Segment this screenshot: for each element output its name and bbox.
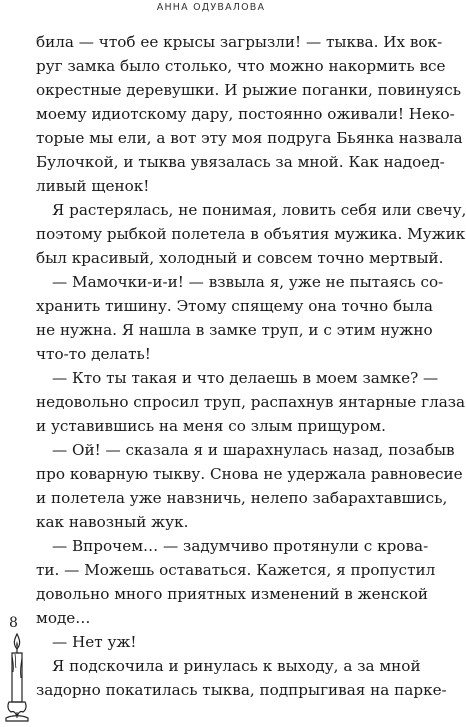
text-line: недовольно спросил труп, распахнув янтарные глаза bbox=[36, 393, 466, 411]
text-line: Я растерялась, не понимая, ловить себя или свечу, bbox=[52, 201, 466, 219]
text-line: — Кто ты такая и что делаешь в моем замке? — bbox=[52, 369, 439, 387]
text-line: била — чтоб ее крысы загрызли! — тыква. Их вок- bbox=[36, 33, 443, 51]
text-line: Я подскочила и ринулась к выходу, а за мной bbox=[52, 657, 421, 675]
text-line: ливый щенок! bbox=[36, 177, 150, 195]
text-line: и полетела уже навзничь, нелепо забарахтавшись, bbox=[36, 489, 448, 507]
text-line: поэтому рыбкой полетела в объятия мужика. Мужик bbox=[36, 225, 466, 243]
text-line: руг замка было столько, что можно накормить все bbox=[36, 57, 446, 75]
text-line: и уставившись на меня со злым прищуром. bbox=[36, 417, 386, 435]
text-line: торые мы ели, а вот эту моя подруга Бьянка назвала bbox=[36, 129, 463, 147]
text-line: что-то делать! bbox=[36, 345, 151, 363]
running-head: АННА ОДУВАЛОВА bbox=[156, 2, 266, 13]
text-line: — Мамочки-и-и! — взвыла я, уже не пытаясь со- bbox=[52, 273, 444, 291]
text-line: моде… bbox=[36, 609, 91, 627]
text-line: Булочкой, и тыква увязалась за мной. Как надоед- bbox=[36, 153, 445, 171]
text-line: ти. — Можешь оставаться. Кажется, я пропустил bbox=[36, 561, 436, 579]
text-line: довольно много приятных изменений в женской bbox=[36, 585, 428, 603]
text-line: был красивый, холодный и совсем точно мертвый. bbox=[36, 249, 444, 267]
text-line: окрестные деревушки. И рыжие поганки, повинуясь bbox=[36, 81, 462, 99]
candle-ornament-icon bbox=[4, 632, 30, 724]
text-line: про коварную тыкву. Снова не удержала равновесие bbox=[36, 465, 463, 483]
text-line: хранить тишину. Этому спящему она точно была bbox=[36, 297, 433, 315]
text-line: как навозный жук. bbox=[36, 513, 189, 531]
text-line: моему идиотскому дару, постоянно оживали! Неко- bbox=[36, 105, 455, 123]
text-line: — Ой! — сказала я и шарахнулась назад, позабыв bbox=[52, 441, 455, 459]
body-text bbox=[36, 30, 466, 702]
text-line: задорно покатилась тыква, подпрыгивая на парке- bbox=[36, 681, 447, 699]
text-line: — Впрочем… — задумчиво протянули с крова- bbox=[52, 537, 429, 555]
text-line: не нужна. Я нашла в замке труп, и с этим нужно bbox=[36, 321, 433, 339]
text-line: — Нет уж! bbox=[52, 633, 137, 651]
page-number: 8 bbox=[9, 615, 18, 631]
